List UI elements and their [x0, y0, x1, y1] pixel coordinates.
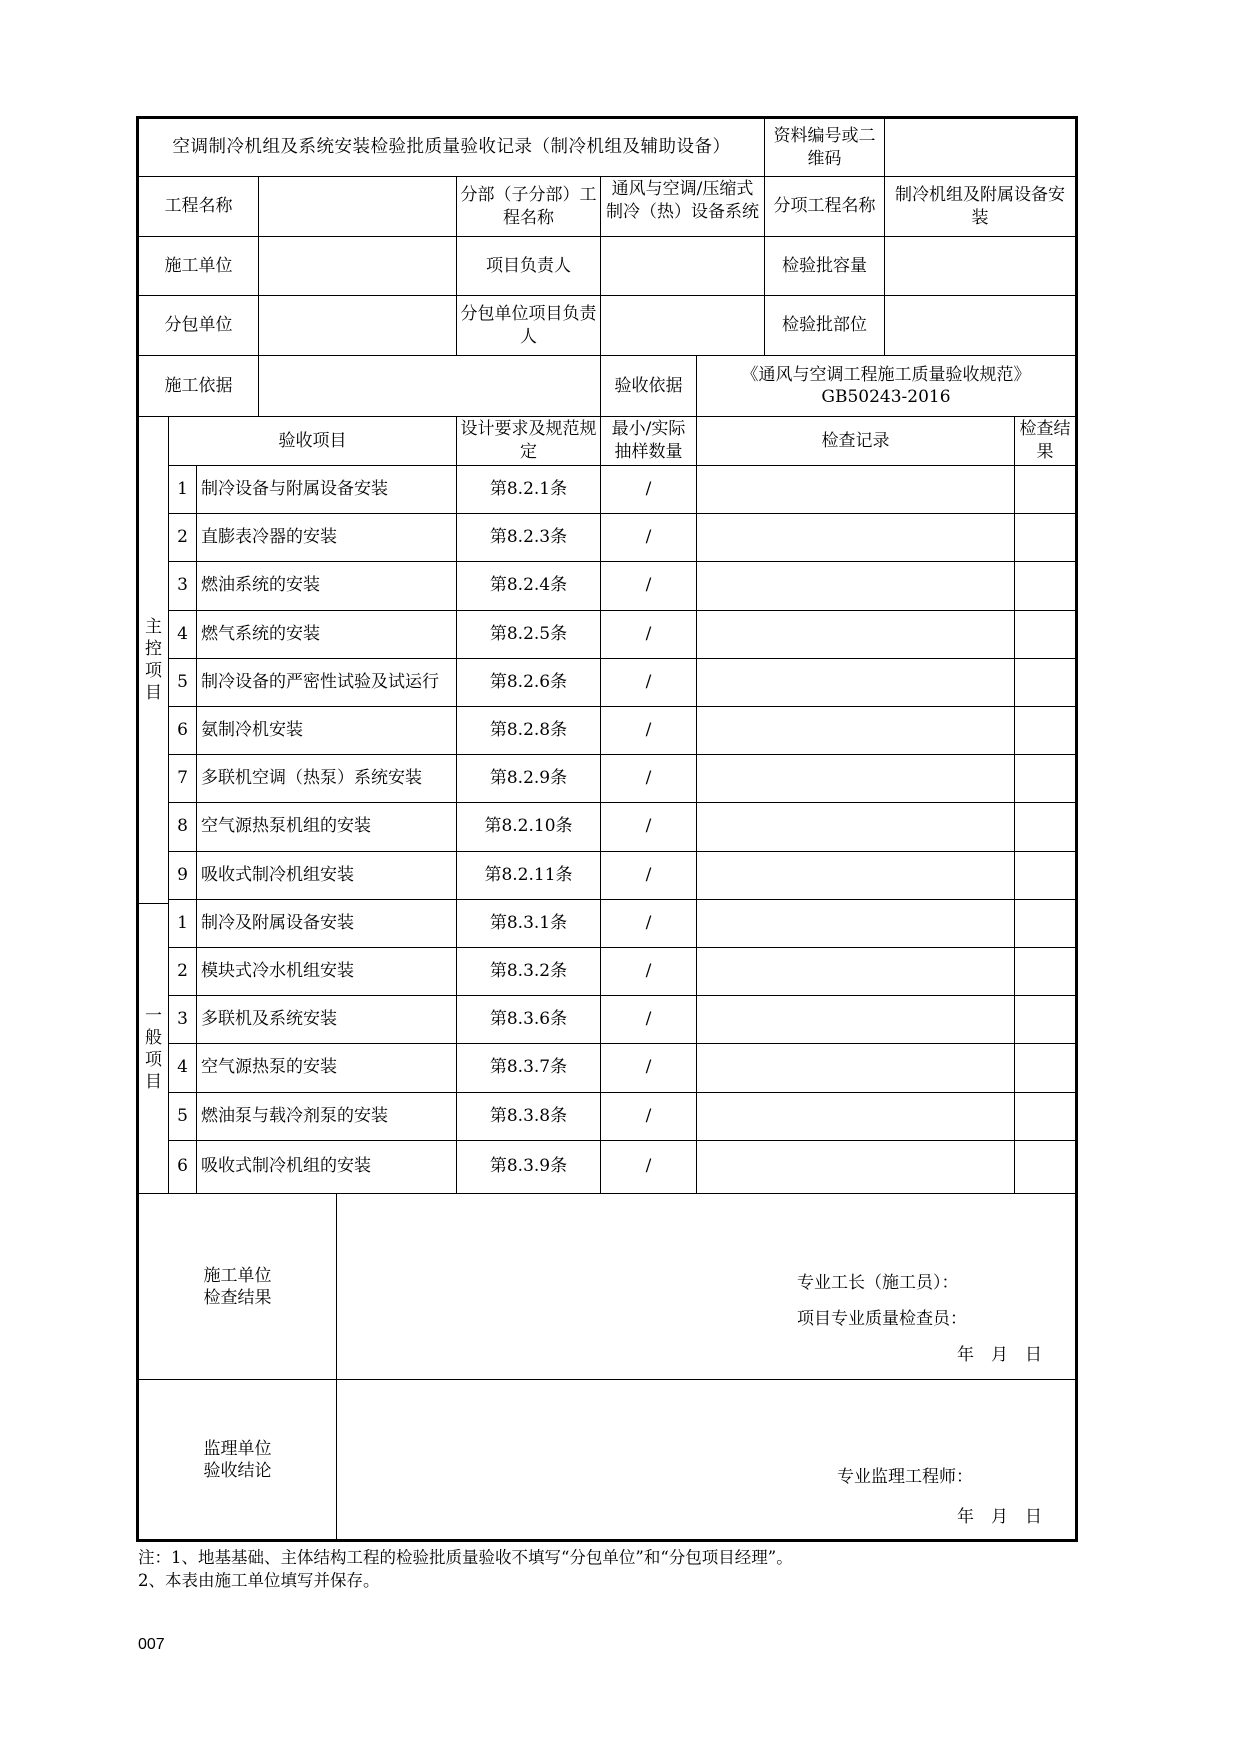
supervising-engineer-signature-label: 专业监理工程师：: [837, 1467, 973, 1487]
general-item-3-name: 多联机及系统安装: [197, 996, 457, 1044]
main-control-label: 主 控 项 目: [139, 417, 169, 904]
main-item-2-record[interactable]: [697, 514, 1015, 562]
general-item-3-no: 3: [169, 996, 197, 1044]
general-item-3-spec: 第8.3.6条: [457, 996, 601, 1044]
main-item-7-spec: 第8.2.9条: [457, 755, 601, 803]
supervisor-check-area[interactable]: [337, 1380, 1075, 1539]
acceptance-basis-label: 验收依据: [601, 356, 697, 417]
subcontractor-field[interactable]: [259, 296, 457, 356]
general-items-label: 一 般 项 目: [139, 904, 169, 1194]
main-item-2-sample: /: [601, 514, 697, 562]
contractor-date: 年 月 日: [957, 1345, 1042, 1365]
batch-location-field[interactable]: [885, 296, 1075, 356]
subitem-label: 分项工程名称: [765, 177, 885, 237]
acceptance-basis-value: [697, 356, 1075, 417]
general-item-4-spec: 第8.3.7条: [457, 1044, 601, 1092]
general-item-2-result[interactable]: [1015, 948, 1075, 996]
main-item-9-no: 9: [169, 852, 197, 900]
main-item-9-spec: 第8.2.11条: [457, 852, 601, 900]
main-item-6-no: 6: [169, 707, 197, 755]
main-item-5-sample: /: [601, 659, 697, 707]
general-item-4-record[interactable]: [697, 1044, 1015, 1092]
main-item-5-spec: 第8.2.6条: [457, 659, 601, 707]
general-item-4-name: 空气源热泵的安装: [197, 1044, 457, 1092]
col-record-header: 检查记录: [697, 417, 1015, 466]
main-item-5-result[interactable]: [1015, 659, 1075, 707]
general-item-6-sample: /: [601, 1141, 697, 1194]
main-item-1-spec: 第8.2.1条: [457, 466, 601, 514]
note-line-2: 2、本表由施工单位填写并保存。: [138, 1571, 380, 1590]
general-item-6-name: 吸收式制冷机组的安装: [197, 1141, 457, 1194]
col-spec-header: 设计要求及规范规定: [457, 417, 601, 466]
general-item-2-spec: 第8.3.2条: [457, 948, 601, 996]
project-manager-field[interactable]: [601, 237, 765, 296]
batch-capacity-field[interactable]: [885, 237, 1075, 296]
contractor-field[interactable]: [259, 237, 457, 296]
main-item-3-name: 燃油系统的安装: [197, 562, 457, 610]
general-item-1-spec: 第8.3.1条: [457, 900, 601, 948]
main-item-4-no: 4: [169, 611, 197, 659]
main-item-7-name: 多联机空调（热泵）系统安装: [197, 755, 457, 803]
acceptance-basis-standard: 《通风与空调工程施工质量验收规范》: [741, 365, 1031, 385]
col-result-header: 检查结果: [1015, 417, 1075, 466]
general-item-1-result[interactable]: [1015, 900, 1075, 948]
general-item-5-record[interactable]: [697, 1093, 1015, 1141]
general-item-2-record[interactable]: [697, 948, 1015, 996]
sub-manager-label: 分包单位项目负责人: [457, 296, 601, 356]
general-item-3-sample: /: [601, 996, 697, 1044]
main-item-8-sample: /: [601, 803, 697, 851]
general-item-5-result[interactable]: [1015, 1093, 1075, 1141]
main-item-1-name: 制冷设备与附属设备安装: [197, 466, 457, 514]
main-item-9-result[interactable]: [1015, 852, 1075, 900]
main-item-2-no: 2: [169, 514, 197, 562]
main-item-3-record[interactable]: [697, 562, 1015, 610]
page-number: 007: [138, 1636, 165, 1653]
main-item-4-name: 燃气系统的安装: [197, 611, 457, 659]
main-item-8-result[interactable]: [1015, 803, 1075, 851]
quality-inspector-signature-label: 项目专业质量检查员：: [797, 1309, 967, 1329]
general-item-5-spec: 第8.3.8条: [457, 1093, 601, 1141]
general-item-4-sample: /: [601, 1044, 697, 1092]
general-item-2-no: 2: [169, 948, 197, 996]
general-item-4-result[interactable]: [1015, 1044, 1075, 1092]
main-item-4-sample: /: [601, 611, 697, 659]
sub-manager-field[interactable]: [601, 296, 765, 356]
general-item-3-record[interactable]: [697, 996, 1015, 1044]
contractor-check-area[interactable]: [337, 1194, 1075, 1380]
main-item-9-sample: /: [601, 852, 697, 900]
main-item-2-spec: 第8.2.3条: [457, 514, 601, 562]
general-item-2-name: 模块式冷水机组安装: [197, 948, 457, 996]
main-item-5-record[interactable]: [697, 659, 1015, 707]
general-item-6-record[interactable]: [697, 1141, 1015, 1194]
general-item-2-sample: /: [601, 948, 697, 996]
main-item-4-spec: 第8.2.5条: [457, 611, 601, 659]
general-item-6-result[interactable]: [1015, 1141, 1075, 1194]
main-item-7-result[interactable]: [1015, 755, 1075, 803]
main-item-2-name: 直膨表冷器的安装: [197, 514, 457, 562]
main-item-7-record[interactable]: [697, 755, 1015, 803]
construction-basis-field[interactable]: [259, 356, 601, 417]
contractor-check-label: 施工单位 检查结果: [139, 1194, 337, 1380]
main-item-4-result[interactable]: [1015, 611, 1075, 659]
main-item-5-name: 制冷设备的严密性试验及试运行: [197, 659, 457, 707]
general-item-5-name: 燃油泵与载冷剂泵的安装: [197, 1093, 457, 1141]
general-item-1-record[interactable]: [697, 900, 1015, 948]
acceptance-basis-code: GB50243-2016: [821, 387, 951, 407]
col-item-header: 验收项目: [169, 417, 457, 466]
construction-basis-label: 施工依据: [139, 356, 259, 417]
general-item-1-sample: /: [601, 900, 697, 948]
batch-location-label: 检验批部位: [765, 296, 885, 356]
main-item-1-sample: /: [601, 466, 697, 514]
main-item-3-sample: /: [601, 562, 697, 610]
main-item-4-record[interactable]: [697, 611, 1015, 659]
foreman-signature-label: 专业工长（施工员）：: [797, 1273, 959, 1293]
main-item-3-no: 3: [169, 562, 197, 610]
project-name-label: 工程名称: [139, 177, 259, 237]
main-item-3-spec: 第8.2.4条: [457, 562, 601, 610]
main-item-9-record[interactable]: [697, 852, 1015, 900]
form-title: 空调制冷机组及系统安装检验批质量验收记录（制冷机组及辅助设备）: [139, 119, 765, 177]
supervisor-date: 年 月 日: [957, 1507, 1042, 1527]
subcontractor-label: 分包单位: [139, 296, 259, 356]
main-item-1-record[interactable]: [697, 466, 1015, 514]
main-item-6-name: 氨制冷机安装: [197, 707, 457, 755]
general-item-1-no: 1: [169, 900, 197, 948]
main-item-8-record[interactable]: [697, 803, 1015, 851]
main-item-2-result[interactable]: [1015, 514, 1075, 562]
main-item-3-result[interactable]: [1015, 562, 1075, 610]
subitem-value: 制冷机组及附属设备安装: [885, 177, 1075, 237]
general-item-5-no: 5: [169, 1093, 197, 1141]
code-value-field[interactable]: [885, 119, 1075, 177]
main-item-7-sample: /: [601, 755, 697, 803]
general-item-6-spec: 第8.3.9条: [457, 1141, 601, 1194]
main-item-8-no: 8: [169, 803, 197, 851]
general-item-1-name: 制冷及附属设备安装: [197, 900, 457, 948]
main-item-6-spec: 第8.2.8条: [457, 707, 601, 755]
project-manager-label: 项目负责人: [457, 237, 601, 296]
subdivision-value: 通风与空调/压缩式制冷（热）设备系统: [601, 177, 765, 237]
main-item-8-name: 空气源热泵机组的安装: [197, 803, 457, 851]
main-item-6-record[interactable]: [697, 707, 1015, 755]
col-sample-header: 最小/实际抽样数量: [601, 417, 697, 466]
general-item-4-no: 4: [169, 1044, 197, 1092]
main-item-1-no: 1: [169, 466, 197, 514]
contractor-label: 施工单位: [139, 237, 259, 296]
main-item-8-spec: 第8.2.10条: [457, 803, 601, 851]
main-item-1-result[interactable]: [1015, 466, 1075, 514]
subdivision-label: 分部（子分部）工程名称: [457, 177, 601, 237]
general-item-3-result[interactable]: [1015, 996, 1075, 1044]
main-item-6-result[interactable]: [1015, 707, 1075, 755]
code-label: 资料编号或二维码: [765, 119, 885, 177]
supervisor-check-label: 监理单位 验收结论: [139, 1380, 337, 1539]
project-name-field[interactable]: [259, 177, 457, 237]
general-item-5-sample: /: [601, 1093, 697, 1141]
main-item-5-no: 5: [169, 659, 197, 707]
batch-capacity-label: 检验批容量: [765, 237, 885, 296]
main-item-6-sample: /: [601, 707, 697, 755]
main-item-7-no: 7: [169, 755, 197, 803]
inspection-form: [136, 116, 1078, 1542]
note-line-1: 注：1、地基基础、主体结构工程的检验批质量验收不填写“分包单位”和“分包项目经理”。: [138, 1548, 793, 1567]
general-item-6-no: 6: [169, 1141, 197, 1194]
main-item-9-name: 吸收式制冷机组安装: [197, 852, 457, 900]
